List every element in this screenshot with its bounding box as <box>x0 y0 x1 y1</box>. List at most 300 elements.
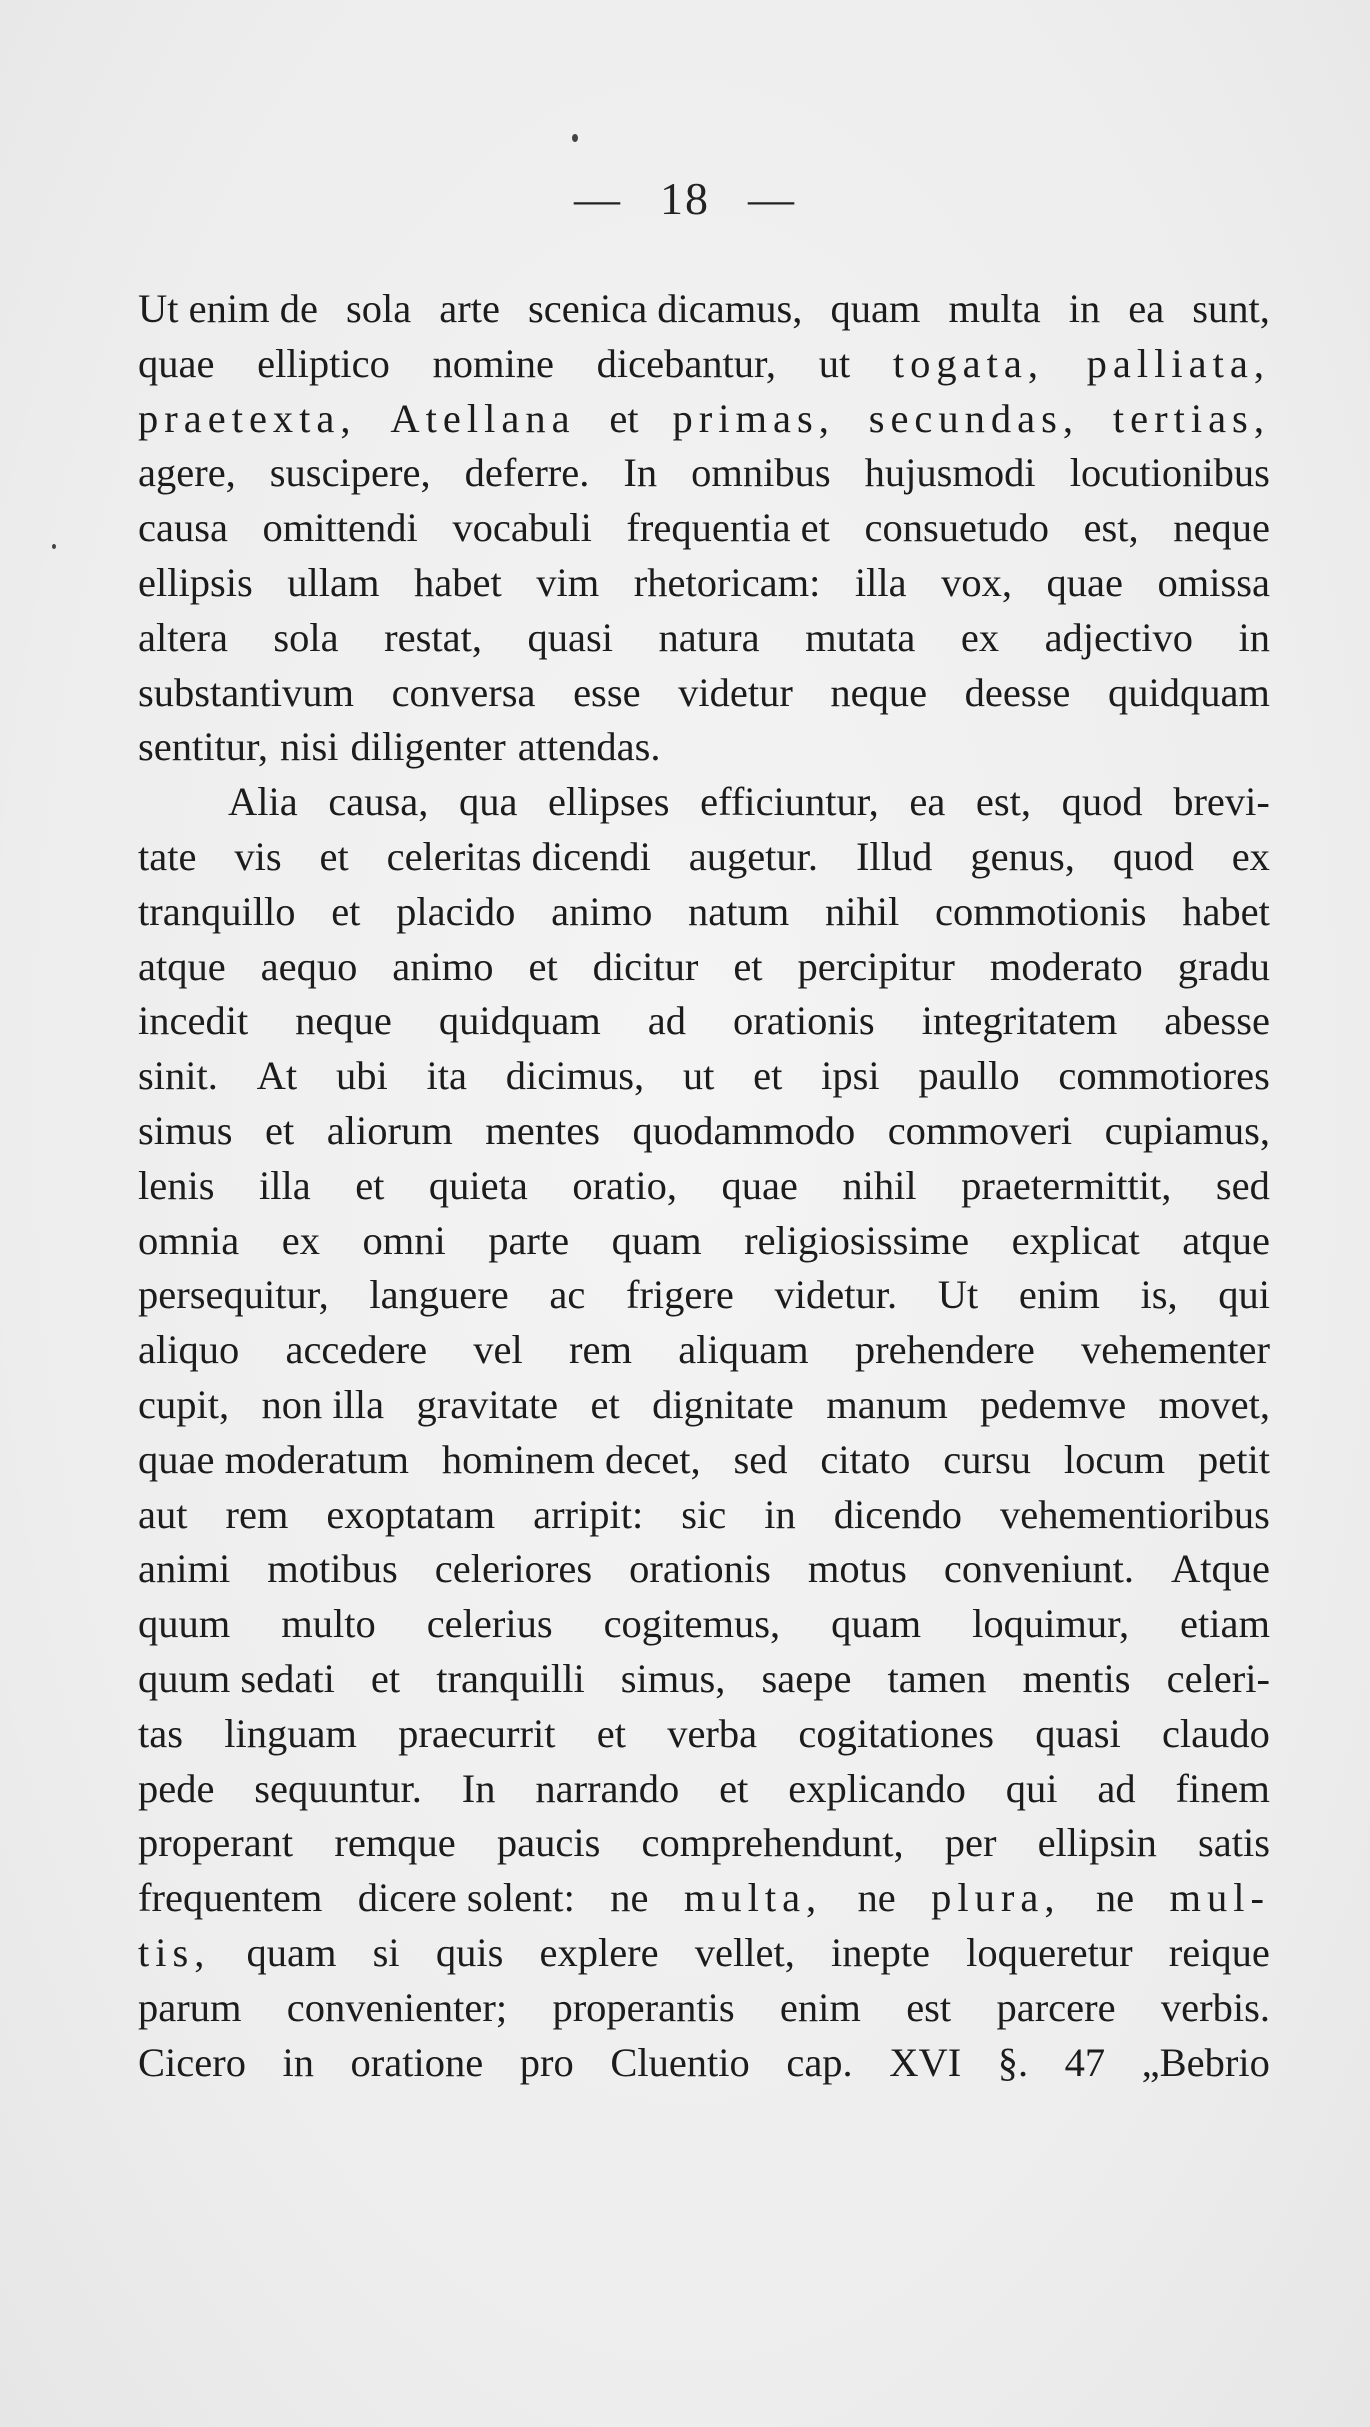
text-line <box>138 501 1270 556</box>
word: et <box>719 1765 749 1811</box>
word: ellipses <box>548 779 670 825</box>
word: quam <box>611 1217 702 1263</box>
word: orationis <box>629 1546 771 1592</box>
word: ellipsis <box>138 559 253 605</box>
word: movet, <box>1158 1381 1270 1427</box>
word: linguam <box>224 1710 357 1756</box>
text-line <box>138 830 1270 885</box>
word: omni <box>362 1217 446 1263</box>
word: motus <box>807 1546 907 1592</box>
word: sed <box>733 1436 788 1482</box>
word: in <box>1238 614 1270 660</box>
word: XVI <box>889 2039 962 2085</box>
text-line <box>138 1104 1270 1159</box>
word: dicendo <box>833 1491 962 1537</box>
word: celeritas dicendi <box>386 833 651 879</box>
word: in <box>282 2039 315 2085</box>
word: vocabuli <box>452 505 592 551</box>
word: 47 <box>1064 2039 1106 2085</box>
word: verbis. <box>1160 1984 1270 2030</box>
word: habet <box>414 559 502 605</box>
word: Illud <box>855 833 933 879</box>
word: manum <box>826 1381 948 1427</box>
word: accedere <box>285 1327 428 1373</box>
word: ipsi <box>821 1053 880 1099</box>
word: tis, <box>138 1929 211 1975</box>
word: inepte <box>831 1929 930 1975</box>
word: quae <box>1046 559 1123 605</box>
word: quasi <box>1035 1710 1121 1756</box>
word: etiam <box>1180 1601 1270 1647</box>
header-dash-left: — <box>574 173 622 224</box>
word: praecurrit <box>398 1710 556 1756</box>
word: celeri- <box>1166 1655 1270 1701</box>
word: in <box>1068 286 1101 331</box>
word: frigere <box>625 1272 734 1318</box>
word: omittendi <box>262 505 418 551</box>
word: vellet, <box>694 1929 795 1975</box>
word: consuetudo <box>864 505 1049 551</box>
word: ut <box>682 1053 715 1099</box>
word: et <box>370 1655 401 1701</box>
word: atque <box>1182 1217 1270 1263</box>
word: loqueretur <box>966 1929 1133 1975</box>
word: persequitur, <box>138 1272 329 1318</box>
word: ubi <box>335 1053 388 1099</box>
word: petit <box>1197 1436 1270 1482</box>
word: mul- <box>1169 1875 1270 1921</box>
word: quae moderatum <box>138 1436 410 1482</box>
word: remque <box>334 1820 456 1866</box>
word: Atque <box>1171 1546 1270 1592</box>
word: ne <box>610 1875 649 1921</box>
word: rem <box>569 1327 632 1373</box>
text-line <box>138 1488 1270 1543</box>
word: simus, <box>620 1655 726 1701</box>
word: enim <box>779 1984 861 2030</box>
word: motibus <box>267 1546 398 1592</box>
word: in <box>764 1491 796 1537</box>
word: dicimus, <box>505 1053 645 1099</box>
word: dicere solent: <box>357 1875 575 1921</box>
text-line <box>138 337 1270 392</box>
word: sunt, <box>1192 286 1270 331</box>
word: quae <box>138 340 215 386</box>
text-line <box>138 1049 1270 1104</box>
word: moderato <box>989 943 1143 989</box>
word: commotionis <box>934 888 1147 934</box>
word: scenica dicamus, <box>528 286 803 331</box>
word: Cicero <box>138 2039 246 2085</box>
word: genus, <box>970 833 1075 879</box>
text-line <box>138 1816 1270 1871</box>
word: tamen <box>887 1655 987 1701</box>
word: tertias, <box>1112 395 1270 441</box>
word: deesse <box>964 669 1071 715</box>
word: habet <box>1182 888 1270 934</box>
word: nomine <box>432 340 554 386</box>
text-line <box>138 1926 1270 1981</box>
word: placido <box>396 888 516 934</box>
word: explere <box>539 1929 659 1975</box>
word: per <box>944 1820 997 1866</box>
word: parum <box>138 1984 242 2030</box>
word: Ut enim de <box>138 286 318 331</box>
word: aliorum <box>326 1107 453 1153</box>
word: neque <box>295 998 392 1044</box>
word: hujusmodi <box>864 450 1036 496</box>
word: natum <box>688 888 790 934</box>
word: tranquillo <box>138 888 296 934</box>
word: abesse <box>1164 998 1270 1044</box>
word: sic <box>681 1491 727 1537</box>
word: et <box>733 943 763 989</box>
word: et <box>590 1381 620 1427</box>
word: neque <box>830 669 928 715</box>
word: ex <box>960 614 1000 660</box>
word: Cluentio <box>610 2039 750 2085</box>
word: ita <box>426 1053 467 1099</box>
word: tate <box>138 833 197 879</box>
word: animo <box>392 943 494 989</box>
word: atque <box>138 943 226 989</box>
word: Atellana <box>390 395 576 441</box>
word: §. <box>997 2039 1029 2085</box>
word: tranquilli <box>436 1655 585 1701</box>
word: commotiores <box>1058 1053 1270 1099</box>
word: esse <box>573 669 641 715</box>
word: mutata <box>805 614 916 660</box>
word: orationis <box>732 998 875 1044</box>
text-line <box>138 556 1270 611</box>
word: exoptatam <box>326 1491 496 1537</box>
word: paullo <box>918 1053 1020 1099</box>
text-line <box>138 1597 1270 1652</box>
text-line <box>138 611 1270 666</box>
word: palliata, <box>1086 340 1270 386</box>
word: et <box>753 1053 783 1099</box>
text-line <box>138 1981 1270 2036</box>
word: et <box>596 1710 626 1756</box>
word: est <box>906 1984 952 2030</box>
word: aliquam <box>678 1327 809 1373</box>
page-header <box>0 172 1370 225</box>
word: quum <box>138 1601 231 1647</box>
word: explicando <box>788 1765 966 1811</box>
word: mentes <box>485 1107 600 1153</box>
word: oratio, <box>572 1162 677 1208</box>
word: ex <box>1231 833 1270 879</box>
word: vel <box>473 1327 523 1373</box>
word: et <box>331 888 361 934</box>
word: vox, <box>941 559 1013 605</box>
word: ex <box>281 1217 320 1263</box>
word: conveniunt. <box>943 1546 1135 1592</box>
word: cogitemus, <box>603 1601 781 1647</box>
word: ad <box>1097 1765 1136 1811</box>
word: conversa <box>391 669 536 715</box>
word: reique <box>1168 1929 1270 1975</box>
word: sentitur, <box>138 724 268 770</box>
word: sola <box>273 614 339 660</box>
word: quae <box>721 1162 798 1208</box>
word: Alia <box>228 779 298 825</box>
word: et <box>265 1107 295 1153</box>
word: aequo <box>260 943 358 989</box>
word: brevi- <box>1173 779 1270 825</box>
word: nihil <box>825 888 900 934</box>
word: quam <box>831 1601 922 1647</box>
word: mentis <box>1022 1655 1131 1701</box>
word: multa <box>948 286 1041 331</box>
word: lenis <box>138 1162 215 1208</box>
text-line <box>138 666 1270 721</box>
word: vis <box>234 833 282 879</box>
word: rem <box>225 1491 289 1537</box>
word: ea <box>1128 286 1165 331</box>
word: praetexta, <box>138 395 357 441</box>
word: verba <box>667 1710 758 1756</box>
word: quis <box>435 1929 504 1975</box>
word: languere <box>369 1272 509 1318</box>
word: integritatem <box>921 998 1118 1044</box>
body-text <box>138 282 1270 2090</box>
word: dignitate <box>652 1381 794 1427</box>
word: et <box>528 943 558 989</box>
word: sequuntur. <box>254 1765 422 1811</box>
word: suscipere, <box>269 450 431 496</box>
word: sinit. <box>138 1053 218 1099</box>
word: arte <box>439 286 500 331</box>
word: et <box>609 395 639 441</box>
word: pede <box>138 1765 215 1811</box>
word: religiosissime <box>744 1217 970 1263</box>
word: deferre. <box>464 450 590 496</box>
word: In <box>623 450 658 496</box>
text-line <box>138 775 1270 830</box>
text-line <box>138 1268 1270 1323</box>
word: hominem decet, <box>441 1436 701 1482</box>
word: elliptico <box>257 340 390 386</box>
word: frequentia et <box>626 505 830 551</box>
text-line <box>138 1542 1270 1597</box>
word: aut <box>138 1491 188 1537</box>
word: neque <box>1173 505 1270 551</box>
word: ac <box>549 1272 586 1318</box>
word: videtur <box>678 669 793 715</box>
word: arripit: <box>533 1491 644 1537</box>
word: gravitate <box>416 1381 559 1427</box>
word: ullam <box>287 559 380 605</box>
word: frequentem <box>138 1875 323 1921</box>
word: plura, <box>931 1875 1061 1921</box>
word: dicitur <box>592 943 699 989</box>
word: omnia <box>138 1217 240 1263</box>
word: locutionibus <box>1069 450 1270 496</box>
text-line <box>138 720 1270 775</box>
text-line <box>138 885 1270 940</box>
word: finem <box>1175 1765 1270 1811</box>
word: illa <box>854 559 907 605</box>
page-number: 18 <box>660 173 710 224</box>
word: quodammodo <box>632 1107 856 1153</box>
word: praetermittit, <box>961 1162 1172 1208</box>
text-line <box>138 1159 1270 1214</box>
word: restat, <box>384 614 482 660</box>
word: sola <box>346 286 412 331</box>
word: At <box>256 1053 298 1099</box>
text-line <box>138 994 1270 1049</box>
word: substantivum <box>138 669 355 715</box>
word: citato <box>820 1436 911 1482</box>
word: augetur. <box>688 833 819 879</box>
word: adjectivo <box>1044 614 1193 660</box>
word: pro <box>519 2039 574 2085</box>
word: qui <box>1005 1765 1058 1811</box>
word: vehementioribus <box>999 1491 1270 1537</box>
word: animo <box>551 888 653 934</box>
word: incedit <box>138 998 249 1044</box>
word: omissa <box>1157 559 1270 605</box>
word: quum sedati <box>138 1655 335 1701</box>
word: quasi <box>527 614 613 660</box>
word: dicebantur, <box>596 340 777 386</box>
word: multa, <box>683 1875 823 1921</box>
word: multo <box>281 1601 376 1647</box>
word: nisi <box>279 724 339 770</box>
ink-speck <box>52 544 56 549</box>
word: quod <box>1112 833 1194 879</box>
word: omnibus <box>691 450 831 496</box>
word: ea <box>909 779 946 825</box>
word: parcere <box>996 1984 1116 2030</box>
word: Ut <box>937 1272 979 1318</box>
word: qua <box>458 779 518 825</box>
word: explicat <box>1011 1217 1140 1263</box>
word: quieta <box>428 1162 528 1208</box>
word: non illa <box>261 1381 385 1427</box>
word: est, <box>1083 505 1139 551</box>
word: togata, <box>892 340 1044 386</box>
word: cupit, <box>138 1381 230 1427</box>
word: paucis <box>496 1820 601 1866</box>
word: videtur. <box>774 1272 898 1318</box>
word: quod <box>1061 779 1143 825</box>
word: simus <box>138 1107 233 1153</box>
word: quidquam <box>1107 669 1270 715</box>
text-line <box>138 1433 1270 1488</box>
word: is, <box>1140 1272 1178 1318</box>
word: claudo <box>1161 1710 1270 1756</box>
word: enim <box>1018 1272 1100 1318</box>
text-line <box>138 1707 1270 1762</box>
header-dash-right: — <box>748 173 796 224</box>
word: ne <box>1095 1875 1135 1921</box>
word: nihil <box>842 1162 917 1208</box>
word: pedemve <box>980 1381 1127 1427</box>
word: altera <box>138 614 228 660</box>
word: In <box>461 1765 496 1811</box>
word: oratione <box>350 2039 484 2085</box>
word: quam <box>830 286 921 331</box>
word: cogitationes <box>798 1710 995 1756</box>
word: et <box>319 833 349 879</box>
text-line <box>138 1652 1270 1707</box>
word: rhetoricam: <box>633 559 821 605</box>
word: loquimur, <box>972 1601 1130 1647</box>
word: gradu <box>1177 943 1270 989</box>
word: ne <box>857 1875 896 1921</box>
word: convenienter; <box>286 1984 508 2030</box>
text-line <box>138 392 1270 447</box>
text-line <box>138 1378 1270 1433</box>
word: ad <box>647 998 686 1044</box>
word: celeriores <box>434 1546 593 1592</box>
word: primas, <box>672 395 835 441</box>
word: saepe <box>761 1655 852 1701</box>
word: quidquam <box>438 998 601 1044</box>
word: causa <box>138 505 228 551</box>
word: tas <box>138 1710 183 1756</box>
text-line <box>138 446 1270 501</box>
word: percipitur <box>797 943 955 989</box>
word: sed <box>1215 1162 1270 1208</box>
word: narrando <box>535 1765 680 1811</box>
word: commoveri <box>887 1107 1073 1153</box>
text-line <box>138 282 1270 337</box>
word: cap. <box>786 2039 853 2085</box>
word: vehementer <box>1081 1327 1270 1373</box>
text-line <box>138 1323 1270 1378</box>
word: illa <box>258 1162 311 1208</box>
word: animi <box>138 1546 231 1592</box>
word: prehendere <box>854 1327 1035 1373</box>
word: properant <box>138 1820 294 1866</box>
word: natura <box>658 614 760 660</box>
word: causa, <box>328 779 429 825</box>
word: et <box>355 1162 385 1208</box>
word: attendas. <box>517 724 661 770</box>
word: agere, <box>138 450 236 496</box>
word: aliquo <box>138 1327 240 1373</box>
word: cupiamus, <box>1104 1107 1270 1153</box>
word: properantis <box>552 1984 735 2030</box>
word: comprehendunt, <box>641 1820 904 1866</box>
word: efficiuntur, <box>700 779 879 825</box>
word: est, <box>975 779 1032 825</box>
word: cursu <box>943 1436 1031 1482</box>
word: parte <box>488 1217 570 1263</box>
ink-speck <box>572 134 578 142</box>
word: si <box>372 1929 400 1975</box>
text-line <box>138 1762 1270 1817</box>
text-line <box>138 940 1270 995</box>
word: celerius <box>426 1601 553 1647</box>
text-line <box>138 1214 1270 1269</box>
word: locum <box>1063 1436 1166 1482</box>
word: vim <box>536 559 600 605</box>
word: satis <box>1197 1820 1270 1866</box>
text-line <box>138 2036 1270 2091</box>
word: qui <box>1218 1272 1270 1318</box>
word: ellipsin <box>1037 1820 1157 1866</box>
text-line <box>138 1871 1270 1926</box>
word: secundas, <box>868 395 1080 441</box>
word: diligenter <box>350 724 506 770</box>
word: ut <box>818 340 851 386</box>
word: „Bebrio <box>1141 2039 1270 2085</box>
word: quam <box>246 1929 337 1975</box>
